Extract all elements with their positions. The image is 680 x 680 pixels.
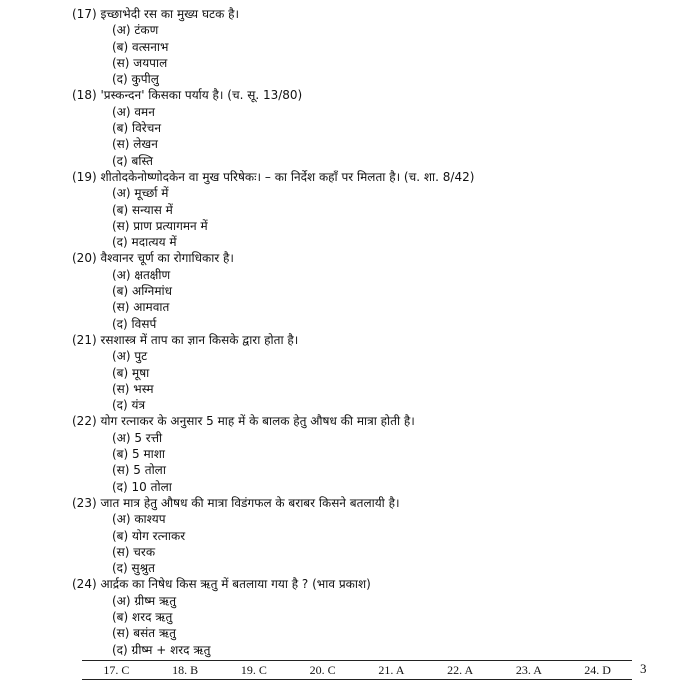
answer-key-item: 22. A (447, 662, 474, 677)
answer-key-item: 23. A (515, 662, 542, 677)
answer-option: (द) ग्रीष्म + शरद ऋतु (112, 642, 211, 657)
answer-option: (ब) अग्निमांध (112, 284, 173, 299)
answer-option: (ब) विरेचन (112, 121, 161, 136)
answer-option: (अ) ग्रीष्म ऋतु (112, 593, 177, 608)
question-block (72, 6, 672, 87)
answer-option: (ब) वत्सनाभ (112, 39, 169, 54)
answer-option: (स) आमवात (112, 300, 170, 315)
answer-key-bar (82, 660, 632, 680)
answer-key-item: 24. D (584, 662, 611, 677)
answer-option: (ब) सन्यास में (112, 202, 173, 217)
question-text: (21) रसशास्त्र में ताप का ज्ञान किसके द्वारा होता है। (72, 332, 299, 347)
question-list (72, 6, 672, 658)
answer-option: (स) प्राण प्रत्यागमन में (112, 218, 208, 233)
answer-option: (स) लेखन (112, 137, 158, 152)
answer-option: (द) कुपीलु (112, 72, 159, 87)
answer-option: (द) यंत्र (112, 398, 146, 413)
answer-key-item: 17. C (103, 662, 130, 677)
answer-option: (ब) योग रत्नाकर (112, 528, 186, 543)
question-text: (22) योग रत्नाकर के अनुसार 5 माह में के बालक हेतु औषध की मात्रा होती है। (72, 414, 415, 429)
question-block (72, 495, 672, 576)
question-block (72, 169, 672, 250)
question-text: (17) इच्छाभेदी रस का मुख्य घटक है। (72, 7, 240, 21)
answer-option: (स) चरक (112, 544, 156, 559)
question-text: (24) आर्द्रक का निषेध किस ऋतु में बतलाया गया है ? (भाव प्रकाश) (72, 577, 371, 592)
answer-option: (स) जयपाल (112, 55, 168, 70)
answer-option: (अ) काश्यप (112, 512, 166, 527)
question-block (72, 576, 672, 657)
question-block (72, 87, 672, 168)
answer-option: (अ) टंकण (112, 23, 159, 38)
answer-option: (स) बसंत ऋतु (112, 626, 176, 641)
page-number: 3 (640, 661, 647, 676)
answer-option: (द) बस्ति (112, 153, 154, 168)
question-block (72, 250, 672, 331)
question-block (72, 332, 672, 413)
question-text: (18) 'प्रस्कन्दन' किसका पर्याय है। (च. सू. 13/80) (72, 88, 303, 103)
answer-key-item: 18. B (172, 662, 199, 677)
answer-option: (अ) पुट (112, 349, 148, 364)
answer-key-item: 19. C (240, 662, 267, 677)
answer-option: (स) 5 तोला (112, 463, 166, 478)
answer-option: (द) सुश्रुत (112, 561, 155, 576)
answer-option: (स) भस्म (112, 381, 154, 396)
answer-key-item: 21. A (378, 662, 405, 677)
answer-option: (द) मदात्यय में (112, 235, 177, 250)
answer-option: (द) 10 तोला (112, 479, 172, 494)
answer-key-item: 20. C (309, 662, 336, 677)
answer-option: (ब) 5 माशा (112, 447, 166, 462)
question-text: (23) जात मात्र हेतु औषध की मात्रा विडंगफल के बराबर किसने बतलायी है। (72, 495, 400, 510)
answer-option: (द) विसर्प (112, 316, 157, 331)
question-text: (20) वैश्वानर चूर्ण का रोगाधिकार है। (72, 251, 234, 266)
answer-option: (अ) वमन (112, 104, 155, 119)
question-block (72, 413, 672, 494)
answer-option: (ब) मूषा (112, 365, 150, 380)
answer-option: (अ) मूर्च्छा में (112, 186, 169, 201)
answer-option: (अ) क्षतक्षीण (112, 267, 171, 282)
answer-option: (ब) शरद ऋतु (112, 609, 173, 624)
answer-option: (अ) 5 रत्ती (112, 430, 163, 445)
question-text: (19) शीतोदकेनोष्णोदकेन वा मुख परिषेकः। – का निर्देश कहाँ पर मिलता है। (च. शा. 8/42) (72, 169, 475, 184)
